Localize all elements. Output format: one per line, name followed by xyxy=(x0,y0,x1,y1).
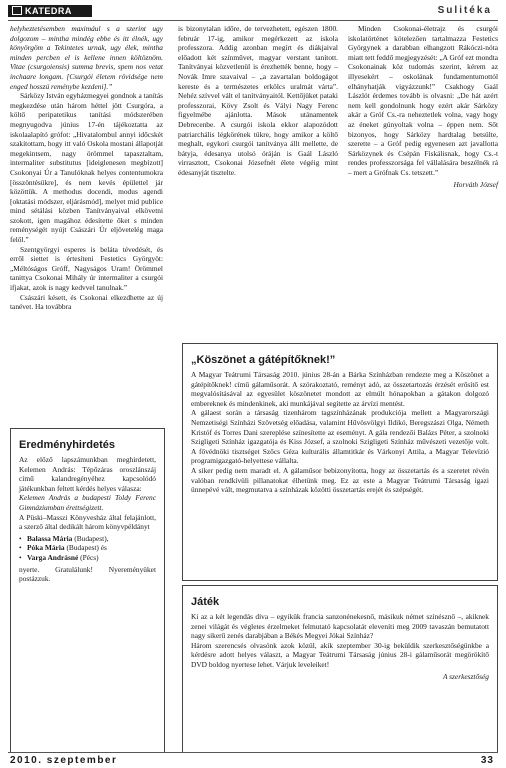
paragraph: helyheztetésemben maximául s a szerint ugy dolgozom – mintha mindég ebbe és itt élnék, ugy könyörgöm a Tekintetes urnak, ugy élek, mintha minden percben el is kellene innen költöznöm. Vitae (csurgoiensis) summa brevis, spem nos vetat inchaare longam. [Csurgói életem rövidsége nem enged hosszú reménybe kezdeni].” xyxy=(10,24,163,91)
paragraph: Minden Csokonai-életrajz és csurgói iskolatörténet kötelezően tartalmazza Festetics Györgynek a darabban elhangzott Rákóczi-nóta miatt tett feddő megjegyzését: „A Gróf ezt mondta Csokonainak köz tudomás szerint, kérem az illyesekért – oskolának fundamentumottól elhányhatják vigyázzunk!” Csakhogy Gaál Lászlót érdemes tovább is olvasni: „De hát azért nem kell gondolnunk hogy ezért akár Sárközy akár a Gróf Cs.-ra neheztetlek volna, vagy hogy az éneket gúnyoltak volna – éppen nem. Sőt bizonyos, hogy Sárközy hardtalag betsülte, szerette – a Gróf pedig egyenesen azt javallotta Sárközynek és Csépán Fiskálisnak, hogy Cs.-t rendes professzorsága fel vállalására beszélnék rá – mert a Grófnak Cs. tetszett.” xyxy=(348,24,498,177)
magazine-logo xyxy=(8,5,92,17)
logo-square-icon xyxy=(12,6,22,15)
game-title: Játék xyxy=(191,596,220,608)
paragraph: Három szerencsés olvasónk azok közül, akik szeptember 30-ig beküldik szerkesztőségünkbe a kérdésre adott helyes választ, a Magyar Teátrumi Társaság június 28-i gálaműsorát megörökítő DVD boldog nyertese lehet. Várjuk leveleiket! xyxy=(191,640,489,669)
paragraph: A Püski–Masszi Könyvesház által felajánlott, a szerző által dedikált három könyvpéldányt xyxy=(19,512,156,532)
paragraph: is bizonytalan időre, de tervezhetett, egészen 1800. február 17-ig, amikor megérkezett az iskola professzora. Addig azonban megírt és diákjaival előadott két színművet, magyar verstant tanított. Tanítványai közvetlenül is érezhették benne, hogy – Novák Imre szavaival – „a zavartalan boldogágot kereste és a természetes erkölcs uralmát várta”. Nehéz szívvel vált el tanítványaitól. Kettőjüket pataki professzorai, Kövy Zsolt és Vályi Nagy Ferenc figyelmébe ajánlotta. Mások utánamentek Debrecenbe. A csurgói iskola ekkor alapozódott patriarchális légkörének tükre, hogy amikor a költő meghalt, egykori csurgói tanítványa állt mellette, de bátyja, édesanya utolsó óráján is Gaál László virrasztott, Csokonai Józsefnét élete végéig mint édesanyját tisztelte. xyxy=(178,24,338,177)
page-footer xyxy=(8,752,498,766)
paragraph: Sárközy István egyházmegyei gondnok a tanítás megkezdése után három héttel jött Csurgóra, a költő peripatetikus tanítási módszerében megnyugodva június 17-én tájékoztatta az iskolaalapító grófot: „Hivatalombul annyi időcskét szakítottam, hogy itt való Oskola mostani állapotját megekintsem, nagy örömmel tapasztaltam, intermaliter substitutus [ideiglenesen megbízott] Csokonyai Úr a Tanulóknak helyes contentumokra [összöntésükre], és nem kevés épülettel jár közöttük. A methodus docendi, modus agendi [oktatási módszer, eljárásmód], melyet mid publice mind sétálási közben Tanítványaival elkövetni szokott, igen magához édesítette őket s minden reménységét nyújt Császári Úr eljövetelég maga felől.” xyxy=(10,91,163,245)
list-item: • Póka Mária (Budapest) és xyxy=(19,543,156,553)
results-title: Eredményhirdetés xyxy=(19,439,115,451)
paragraph: A siker pedig nem maradt el. A gálaműsor bebizonyította, hogy az összetartás és a szeretet révén valóban rendkívüli pillanatokat élhetünk meg. Ez az este a Magyar Teátrumi Társaság igazi ünnepévé vált, megmutatva a színházak közötti összetartás erejét és szépségét. xyxy=(191,465,489,495)
article-column-3 xyxy=(348,24,498,189)
list-item: • Varga Andrásné (Pécs) xyxy=(19,553,156,563)
game-box xyxy=(182,585,498,753)
answer-text: Kelemen András a budapesti Toldy Ferenc Gimnáziumban érettségizett. xyxy=(19,493,156,512)
logo-text: KATEDRA xyxy=(25,6,72,16)
paragraph: Császári késett, és Csokonai elkezdhette az új tanévet. Ha továbbra xyxy=(10,292,163,312)
section-title: Sulitéka xyxy=(437,5,492,16)
header-rule xyxy=(8,20,498,21)
list-item: • Balassa Mária (Budapest), xyxy=(19,534,156,544)
thanks-box xyxy=(182,343,498,581)
page-header xyxy=(8,5,498,19)
page-number: 33 xyxy=(480,755,494,766)
winners-list xyxy=(19,534,156,563)
paragraph: nyerte. Gratulálunk! Nyereményüket postázzuk. xyxy=(19,564,156,584)
editor-signature: A szerkesztőség xyxy=(442,671,489,681)
results-box xyxy=(10,428,165,753)
author-signature: Horváth József xyxy=(453,179,498,189)
paragraph: A Magyar Teátrumi Társaság 2010. június 28-án a Bárka Színházban rendezte meg a Köszönet a gátépítőknek! című gálaműsorát. A szórakoztató, reményt adó, az összetartozás érzését erősítő est megvalósításával az egyesület köszönetet mondott az elmúlt hónapokban a gátakon dolgozó embereknek és mindenkinek, aki munkájával segítette az árvízi mentést. xyxy=(191,370,489,408)
issue-date: 2010. szeptember xyxy=(10,755,118,766)
paragraph: A gálaest során a társaság tizenhárom tagszínházának produkciója mellett a Magyarországi Nemzetiségi Színházi Szövetség előadása, valamint Hűvösvölgyi Ildikó, Beregszászi Olga, Németh Kristóf és Torres Dani szereplése színesítette az eseményt. A gála rendezői Balázs Péter, a szolnoki Szigligeti Színház igazgatója és Kiss József, a szolnoki Szigligeti Színház művészeti vezetője volt. A fővédnöki tisztséget Szőcs Géza kulturális államtitkár és Várkonyi Attila, a Magyar Televízió programigazgató-helyettese vállalta. xyxy=(191,408,489,466)
article-column-2 xyxy=(178,24,338,178)
paragraph: Szentgyörgyi esperes is beláta tévedését, és erről siettet is értesíteni Festetics Györgyöt: „Méltóságos Gróff, Nagyságos Uram! Örömmel tanittya Csokonai Mihály úr intermaliter a csurgói ifjakat, azok is nagy kedvvel tanulnak.” xyxy=(10,244,163,293)
article-column-1 xyxy=(10,24,163,312)
paragraph: Az előző lapszámunkban meghirdetett, Kelemen András: Tépőzáras oroszlánszáj című kalandregényéhez kapcsolódó játékunkban feltett kérdés helyes válasza: xyxy=(19,455,156,493)
paragraph: Ki az a két legendás díva – egyikük francia sanzonénekesnő, másikuk német színésznő –, akiknek zenei világát és végletes érzelmeket felmutató kapcsolatát eleveníti meg 2009 tavaszán bemutatott nagy sikerű zenés darabjában a Békés Megyei Jókai Színház? xyxy=(191,612,489,641)
thanks-title: „Köszönet a gátépítőknek!” xyxy=(191,354,336,366)
